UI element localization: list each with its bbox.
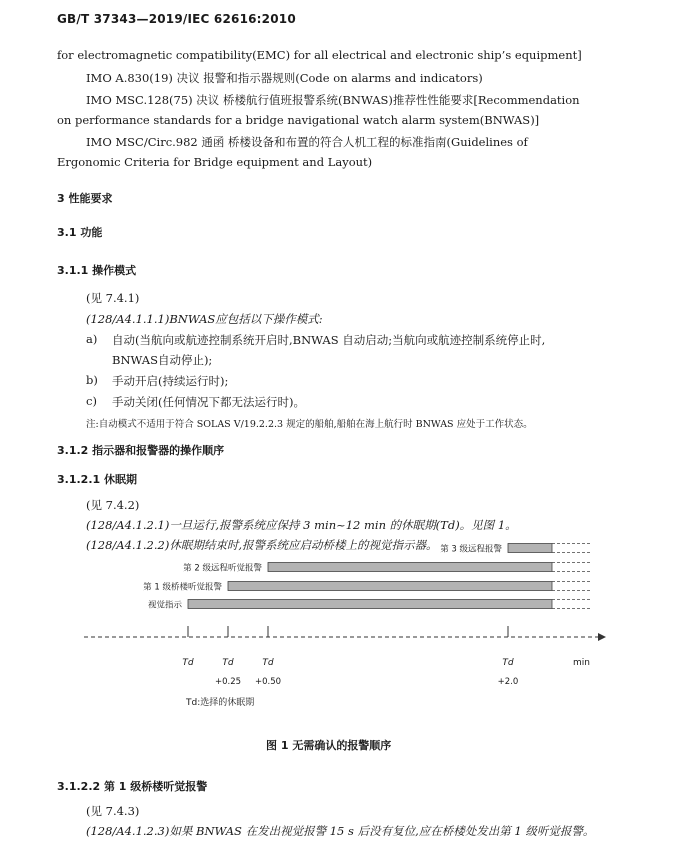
see-reference: (见 7.4.1) (86, 291, 140, 305)
note-text: 注:自动模式不适用于符合 SOLAS V/19.2.2.3 规定的船舶,船舶在海上航行时 BNWAS 应处于工作状态。 (86, 419, 533, 430)
tick-label: Td (262, 658, 274, 668)
figure-caption: 图 1 无需确认的报警顺序 (266, 739, 392, 752)
section-3-heading: 3 性能要求 (57, 192, 113, 205)
alarm-bar (228, 582, 552, 591)
list-item-c-text: 手动关闭(任何情况下都无法运行时)。 (112, 395, 305, 409)
alarm-bar-label: 第 3 级远程报警 (440, 544, 502, 555)
ref-line-1: for electromagnetic compatibility(EMC) for all electrical and electronic ship’s equipment] (57, 48, 582, 62)
requirement-text: (128/A4.1.1.1)BNWAS应包括以下操作模式: (86, 312, 323, 326)
tick-label: Td (502, 658, 514, 668)
alarm-bar-label: 第 2 级远程听觉报警 (183, 563, 262, 574)
requirement-text: (128/A4.1.2.1)一旦运行,报警系统应保持 3 min~12 min 的休眠期(Td)。见图 1。 (86, 518, 517, 532)
see-reference: (见 7.4.3) (86, 804, 140, 818)
see-reference: (见 7.4.2) (86, 498, 140, 512)
ref-line-3: IMO MSC.128(75) 决议 桥楼航行值班报警系统(BNWAS)推荐性性能要求[Recommendation (86, 93, 580, 107)
tick-label: Td (182, 658, 194, 668)
requirement-text: (128/A4.1.2.3)如果 BNWAS 在发出视觉报警 15 s 后没有复位,应在桥楼处发出第 1 级听觉报警。 (86, 824, 595, 838)
list-item-b-text: 手动开启(持续运行时); (112, 374, 229, 388)
alarm-bar (268, 563, 552, 572)
standard-code-header: GB/T 37343—2019/IEC 62616:2010 (57, 12, 296, 26)
ref-line-4: on performance standards for a bridge navigational watch alarm system(BNWAS)] (57, 113, 540, 127)
list-item-a-text: 自动(当航向或航迹控制系统开启时,BNWAS 自动启动;当航向或航迹控制系统停止时, (112, 333, 546, 347)
alarm-bar-label: 视觉指示 (147, 600, 182, 611)
ref-line-5: IMO MSC/Circ.982 通函 桥楼设备和布置的符合人机工程的标准指南(Guidelines of (86, 135, 528, 149)
tick-offset-label: +0.25 (214, 677, 242, 687)
section-3-1-2-heading: 3.1.2 指示器和报警器的操作顺序 (57, 444, 225, 457)
axis-ticks (182, 626, 518, 687)
axis-unit-label: min (573, 658, 590, 668)
ref-line-2: IMO A.830(19) 决议 报警和指示器规则(Code on alarms and indicators) (86, 71, 483, 85)
alarm-bar-label: 第 1 级桥楼听觉报警 (143, 582, 222, 593)
alarm-bars (143, 544, 590, 611)
list-item-a-text-cont: BNWAS自动停止); (112, 353, 213, 367)
section-3-1-2-1-heading: 3.1.2.1 休眠期 (57, 473, 137, 486)
ref-line-6: Ergonomic Criteria for Bridge equipment and Layout) (57, 155, 373, 169)
tick-offset-label: +0.50 (254, 677, 282, 687)
section-3-1-2-2-heading: 3.1.2.2 第 1 级桥楼听觉报警 (57, 780, 208, 793)
section-3-1-heading: 3.1 功能 (57, 226, 103, 239)
requirement-text: (128/A4.1.2.2)休眠期结束时,报警系统应启动桥楼上的视觉指示器。 (86, 538, 438, 552)
td-legend: Td:选择的休眠期 (186, 698, 255, 708)
tick-label: Td (222, 658, 234, 668)
tick-offset-label: +2.0 (497, 677, 519, 687)
alarm-sequence-diagram (0, 540, 680, 715)
alarm-bar (508, 544, 552, 553)
list-item-label: a) (86, 332, 98, 346)
list-item-label: c) (86, 394, 97, 408)
section-3-1-1-heading: 3.1.1 操作模式 (57, 264, 137, 277)
axis-arrow (598, 633, 606, 641)
list-item-label: b) (86, 373, 98, 387)
alarm-bar (188, 600, 552, 609)
